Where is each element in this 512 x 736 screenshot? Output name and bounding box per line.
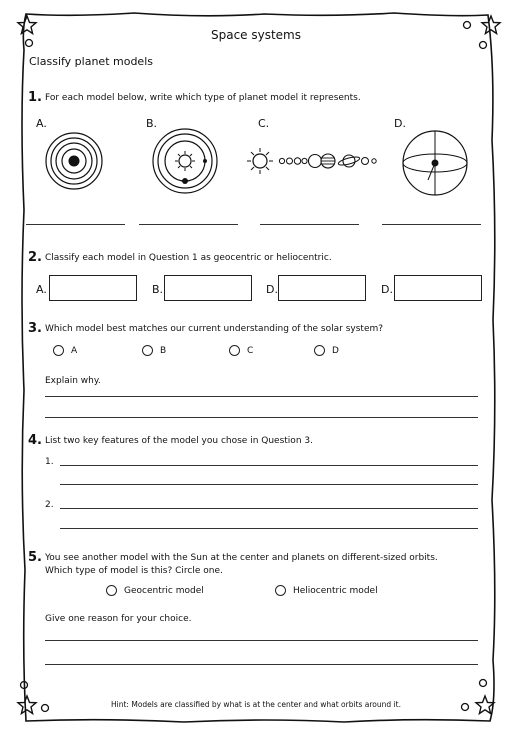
q2-answer-box-c[interactable] xyxy=(278,275,366,301)
circle-icon xyxy=(19,680,29,690)
q1-answer-line-d[interactable] xyxy=(382,224,481,225)
model-a-diagram xyxy=(40,132,108,190)
q1-answer-line-a[interactable] xyxy=(26,224,125,225)
q3-answer-line-1[interactable] xyxy=(45,396,478,397)
q3-option-b: B xyxy=(160,346,167,356)
q3-option-c: C xyxy=(247,346,254,356)
q2-answer-box-a[interactable] xyxy=(49,275,137,301)
q1-text: For each model below, write which type of planet model it represents. xyxy=(45,93,361,103)
q3-option-d: D xyxy=(332,346,339,356)
q2-text: Classify each model in Question 1 as geocentric or heliocentric. xyxy=(45,253,332,263)
q3-number: 3. xyxy=(28,321,42,336)
q3-radio-d[interactable] xyxy=(314,345,325,356)
q3-radio-b[interactable] xyxy=(142,345,153,356)
q2-answer-box-d[interactable] xyxy=(394,275,482,301)
q3-radio-a[interactable] xyxy=(53,345,64,356)
q5-number: 5. xyxy=(28,550,42,565)
q1-answer-line-c[interactable] xyxy=(260,224,359,225)
q5-reason-prompt: Give one reason for your choice. xyxy=(45,614,192,624)
q4-answer-line-1b[interactable] xyxy=(60,484,478,485)
q4-answer-line-2a[interactable] xyxy=(60,508,478,509)
q1-label-c: C. xyxy=(258,117,270,130)
q3-option-a: A xyxy=(71,346,78,356)
q2-label-a: A. xyxy=(36,283,47,296)
model-d-diagram xyxy=(400,128,470,198)
q5-radio-heliocentric[interactable] xyxy=(275,585,286,596)
q5-option-heliocentric: Heliocentric model xyxy=(293,586,378,596)
q4-answer-line-1a[interactable] xyxy=(60,465,478,466)
q5-answer-line-2[interactable] xyxy=(45,664,478,665)
q3-radio-c[interactable] xyxy=(229,345,240,356)
q3-explain-prompt: Explain why. xyxy=(45,376,101,386)
q4-answer-line-2b[interactable] xyxy=(60,528,478,529)
q1-answer-line-b[interactable] xyxy=(139,224,238,225)
q3-answer-line-2[interactable] xyxy=(45,417,478,418)
q2-answer-box-b[interactable] xyxy=(164,275,252,301)
q4-item-2-label: 2. xyxy=(45,500,54,510)
q1-label-d: D. xyxy=(394,117,406,130)
q1-number: 1. xyxy=(28,90,42,105)
q3-text: Which model best matches our current understanding of the solar system? xyxy=(45,324,384,334)
q1-label-a: A. xyxy=(36,117,47,130)
q5-text-line1: You see another model with the Sun at the center and planets on different-sized orbits. xyxy=(45,553,438,563)
section-subtitle: Classify planet models xyxy=(29,55,153,68)
page-title: Space systems xyxy=(210,28,302,42)
q2-label-c: D. xyxy=(266,283,278,296)
circle-icon xyxy=(478,678,488,688)
model-c-diagram xyxy=(244,146,380,176)
q2-label-d: D. xyxy=(381,283,393,296)
q5-answer-line-1[interactable] xyxy=(45,640,478,641)
q4-text: List two key features of the model you chose in Question 3. xyxy=(45,436,313,446)
q5-option-geocentric: Geocentric model xyxy=(124,586,204,596)
q5-text-line2: Which type of model is this? Circle one. xyxy=(45,566,223,576)
q4-item-1-label: 1. xyxy=(45,457,54,467)
q2-number: 2. xyxy=(28,250,42,265)
q5-radio-geocentric[interactable] xyxy=(106,585,117,596)
model-b-diagram xyxy=(150,127,220,195)
hint-text: Hint: Models are classified by what is at the center and what orbits around it. xyxy=(111,700,401,709)
q1-label-b: B. xyxy=(146,117,158,130)
q2-label-b: B. xyxy=(152,283,164,296)
q4-number: 4. xyxy=(28,433,42,448)
